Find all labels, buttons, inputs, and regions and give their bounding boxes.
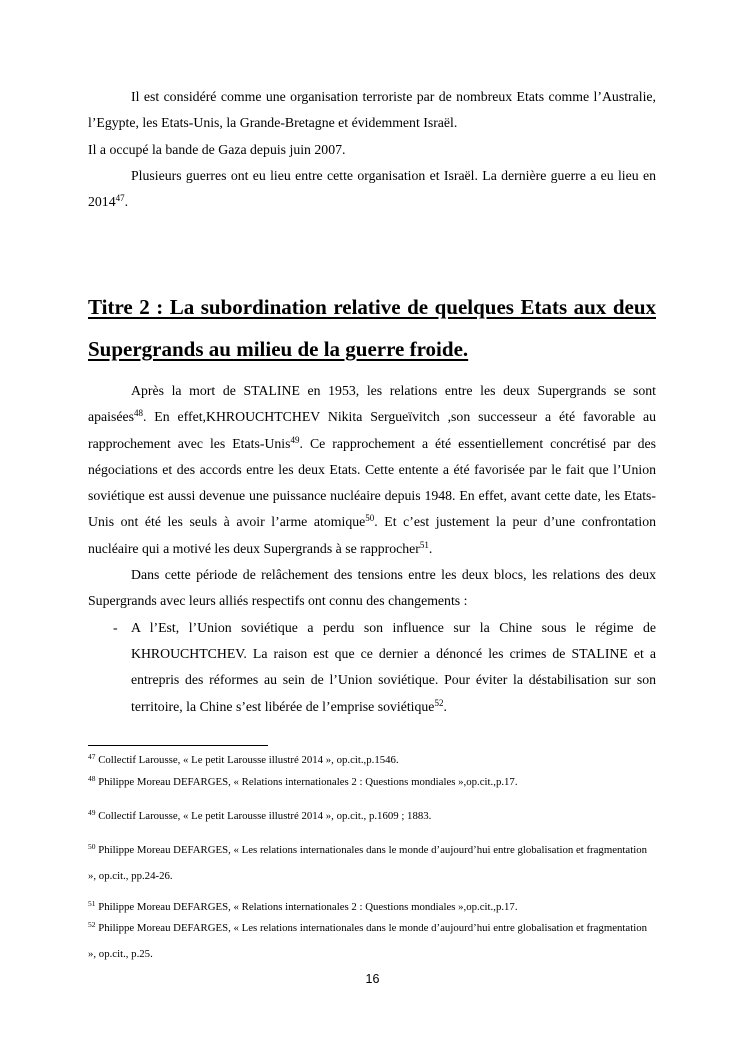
footnote-text: Collectif Larousse, « Le petit Larousse illustré 2014 », op.cit.,p.1546.	[95, 754, 399, 766]
page-number: 16	[365, 972, 380, 986]
footnote-ref-51[interactable]: 51	[419, 539, 429, 550]
footnote-text: Philippe Moreau DEFARGES, « Les relations internationales dans le monde d’aujourd’hui entre globalisation et fragmentation », op.cit., p.25.	[88, 922, 648, 960]
footnote-number: 50	[88, 842, 96, 851]
intro-paragraph-1: Il est considéré comme une organisation terroriste par de nombreux Etats comme l’Australie, l’Egypte, les Etats-Unis, la Grande-Bretagne et évidemment Israël.	[88, 89, 656, 131]
list-item	[88, 615, 656, 720]
footnote-48	[88, 769, 656, 795]
footnote-ref-49[interactable]: 49	[290, 434, 300, 445]
intro-paragraph-3-text: Plusieurs guerres ont eu lieu entre cette organisation et Israël. La dernière guerre a eu lieu en 2014	[88, 167, 656, 210]
footnote-text: Philippe Moreau DEFARGES, « Relations internationales 2 : Questions mondiales »,op.cit.,p.17.	[95, 776, 518, 788]
footnote-separator	[88, 745, 268, 746]
footnote-52	[88, 915, 656, 967]
body-paragraph-1	[88, 378, 656, 562]
body-paragraph-1-part-c: . Ce rapprochement a été essentiellement concrétisé par des négociations et des accords entre les deux Etats. Cette entente a été favorisée par le fait que l’Union soviétique est aussi devenue une puissance nucléaire depuis 1948. En effet, avant cette date, les Etats-Unis ont été les seuls à avoir l’arme atomique	[88, 435, 657, 530]
intro-paragraph-3-tail: .	[124, 194, 129, 210]
intro-paragraph-3	[88, 163, 656, 216]
body-block	[88, 378, 656, 720]
intro-paragraph-2: Il a occupé la bande de Gaza depuis juin 2007.	[88, 141, 346, 157]
footnote-ref-52[interactable]: 52	[434, 697, 444, 708]
footnote-number: 47	[88, 752, 96, 761]
footnote-number: 52	[88, 920, 96, 929]
intro-block	[88, 84, 656, 215]
body-paragraph-1-part-a: Après la mort de STALINE en 1953, les relations entre les deux Supergrands se sont apaisées	[88, 383, 656, 425]
body-paragraph-1-part-e: .	[428, 540, 433, 556]
list-item-text: A l’Est, l’Union soviétique a perdu son influence sur la Chine sous le régime de KHROUCHTCHEV. La raison est que ce dernier a dénoncé les crimes de STALINE et a entrepris des réformes au sein de l’Union soviétique. Pour éviter la déstabilisation sur son territoire, la Chine s’est libérée de l’emprise soviétique	[131, 619, 656, 714]
footnote-text: Collectif Larousse, « Le petit Larousse illustré 2014 », op.cit., p.1609 ; 1883.	[95, 810, 432, 822]
list-dash: -	[113, 619, 118, 635]
footnote-text: Philippe Moreau DEFARGES, « Relations internationales 2 : Questions mondiales »,op.cit.,p.17.	[95, 901, 518, 913]
list-item-tail: .	[443, 698, 447, 714]
footnote-number: 49	[88, 808, 96, 817]
section-title: Titre 2 : La subordination relative de quelques Etats aux deux Supergrands au milieu de la guerre froide.	[88, 295, 656, 361]
footnote-text: Philippe Moreau DEFARGES, « Les relations internationales dans le monde d’aujourd’hui entre globalisation et fragmentation », op.cit., pp.24-26.	[88, 844, 648, 882]
body-paragraph-1-part-b: . En effet,KHROUCHTCHEV Nikita Sergueïvitch ,son successeur a été favorable au rapprochement avec les Etats-Unis	[88, 409, 656, 451]
footnote-ref-48[interactable]: 48	[133, 408, 143, 419]
footnote-ref-47[interactable]: 47	[115, 193, 125, 204]
body-paragraph-1-part-d: . Et c’est justement la peur d’une confrontation nucléaire qui a motivé les deux Supergrands à se rapprocher	[88, 514, 656, 556]
footnote-49	[88, 803, 656, 829]
footnote-50	[88, 837, 656, 889]
footnote-number: 51	[88, 899, 96, 908]
section-heading-block	[88, 286, 656, 370]
changes-list	[88, 615, 656, 720]
footnote-ref-50[interactable]: 50	[365, 513, 375, 524]
footnote-number: 48	[88, 774, 96, 783]
body-paragraph-2: Dans cette période de relâchement des tensions entre les deux blocs, les relations des deux Supergrands avec leurs alliés respectifs ont connu des changements :	[88, 567, 656, 609]
